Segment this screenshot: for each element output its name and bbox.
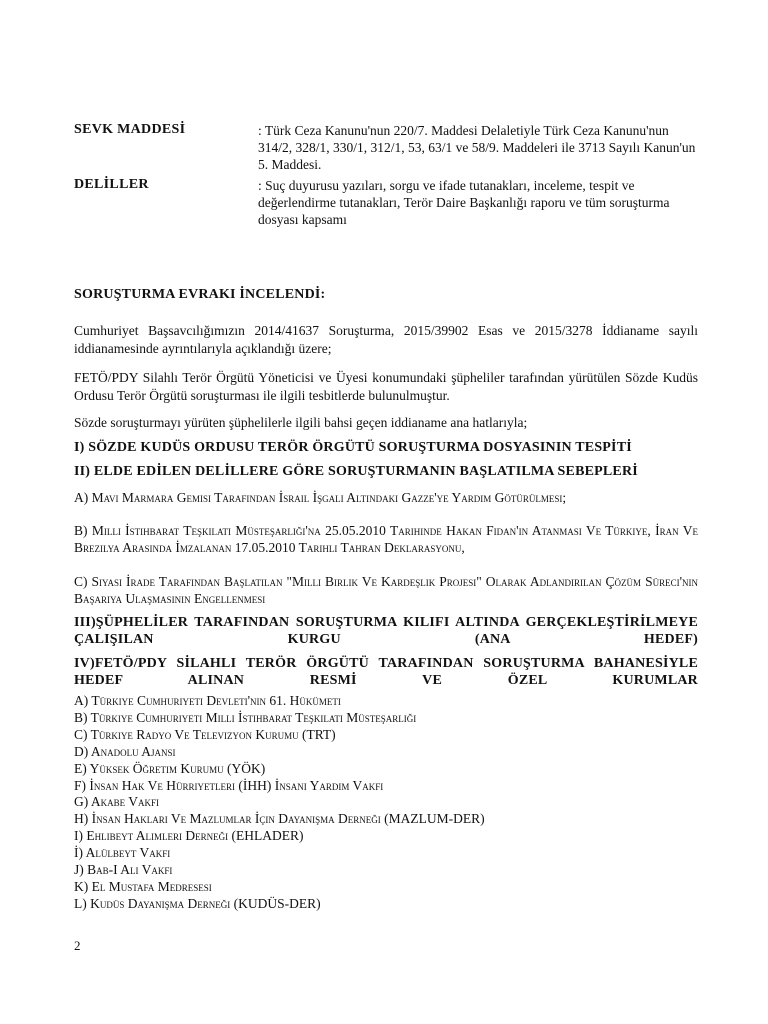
reason-item-a: A) Mavi Marmara Gemisi Tarafından İsrail İşgali Altındaki Gazze'ye Yardım Götürülmesi; xyxy=(74,490,567,505)
deliller-value: : Suç duyurusu yazıları, sorgu ve ifade tutanakları, inceleme, tespit ve değerlendirme tutanakları, Terör Daire Başkanlığı raporu ve tüm soruşturma dosyası kapsamı xyxy=(258,178,670,227)
section-4-title: IV)FETÖ/PDY SİLAHLI TERÖR ÖRGÜTÜ TARAFINDAN SORUŞTURMA BAHANESİYLE HEDEF ALINAN RESMİ VE ÖZEL KURUMLAR xyxy=(74,656,698,688)
list-item: E) Yüksek Öğretim Kurumu (YÖK) xyxy=(74,760,266,776)
reason-item-b: B) Milli İstihbarat Teşkilatı Müsteşarlığı'na 25.05.2010 Tarihinde Hakan Fidan'ın Atanması Ve Türkiye, İran Ve Brezilya Arasında İmzalanan 17.05.2010 Tarihli Tahran Deklarasyonu, xyxy=(74,523,698,555)
page-number: 2 xyxy=(74,938,81,953)
list-item: C) Türkiye Radyo Ve Televizyon Kurumu (TRT) xyxy=(74,726,336,742)
deliller-label: DELİLLER xyxy=(74,177,149,192)
list-item: D) Anadolu Ajansı xyxy=(74,743,176,759)
sevk-maddesi-label: SEVK MADDESİ xyxy=(74,122,186,137)
list-item: L) Kudüs Dayanışma Derneği (KUDÜS-DER) xyxy=(74,895,321,911)
list-item: B) Türkiye Cumhuriyeti Milli İstihbarat Teşkilatı Müsteşarlığı xyxy=(74,709,417,725)
list-item: J) Bab-I Ali Vakfı xyxy=(74,862,173,878)
list-item: I) Ehlibeyt Alimleri Derneği (EHLADER) xyxy=(74,828,304,844)
list-item: G) Akabe Vakfı xyxy=(74,794,160,810)
list-item: İ) Alülbeyt Vakfı xyxy=(74,845,171,861)
list-item: A) Türkiye Cumhuriyeti Devleti'nin 61. Hükümeti xyxy=(74,693,341,708)
targeted-institutions-list xyxy=(74,693,698,913)
sevk-maddesi-value: : Türk Ceza Kanunu'nun 220/7. Maddesi Delaletiyle Türk Ceza Kanunu'nun 314/2, 328/1, 330/1, 312/1, 53, 63/1 ve 58/9. Maddeleri ile 3713 Sayılı Kanun'un 5. Maddesi. xyxy=(258,123,696,172)
section-heading: SORUŞTURMA EVRAKI İNCELENDİ: xyxy=(74,287,326,302)
paragraph-1: Cumhuriyet Başsavcılığımızın 2014/41637 Soruşturma, 2015/39902 Esas ve 2015/3278 İddianame sayılı iddianamesinde ayrıntılarıyla açıklandığı üzere; xyxy=(74,323,698,356)
reason-item-c: C) Siyasi İrade Tarafından Başlatılan "Milli Birlik Ve Kardeşlik Projesi" Olarak Adlandırılan Çözüm Süreci'nin Başarıya Ulaşmasının Engellenmesi xyxy=(74,574,698,606)
paragraph-3: Sözde soruşturmayı yürüten şüphelilerle ilgili bahsi geçen iddianame ana hatlarıyla; xyxy=(74,415,528,430)
section-2-title: II) ELDE EDİLEN DELİLLERE GÖRE SORUŞTURMANIN BAŞLATILMA SEBEPLERİ xyxy=(74,464,638,479)
list-item: F) İnsan Hak Ve Hürriyetleri (İHH) İnsani Yardım Vakfı xyxy=(74,777,384,793)
section-1-title: I) SÖZDE KUDÜS ORDUSU TERÖR ÖRGÜTÜ SORUŞTURMA DOSYASININ TESPİTİ xyxy=(74,440,632,455)
section-3-title: III)ŞÜPHELİLER TARAFINDAN SORUŞTURMA KILIFI ALTINDA GERÇEKLEŞTİRİLMEYE ÇALIŞILAN KURGU (ANA HEDEF) xyxy=(74,615,698,647)
paragraph-2: FETÖ/PDY Silahlı Terör Örgütü Yöneticisi ve Üyesi konumundaki şüpheliler tarafından yürütülen Sözde Kudüs Ordusu Terör Örgütü soruşturması ile ilgili tesbitlerde bulunulmuştur. xyxy=(74,370,698,403)
list-item: K) El Mustafa Medresesi xyxy=(74,878,212,894)
list-item: H) İnsan Hakları Ve Mazlumlar İçin Dayanışma Derneği (MAZLUM-DER) xyxy=(74,811,485,827)
